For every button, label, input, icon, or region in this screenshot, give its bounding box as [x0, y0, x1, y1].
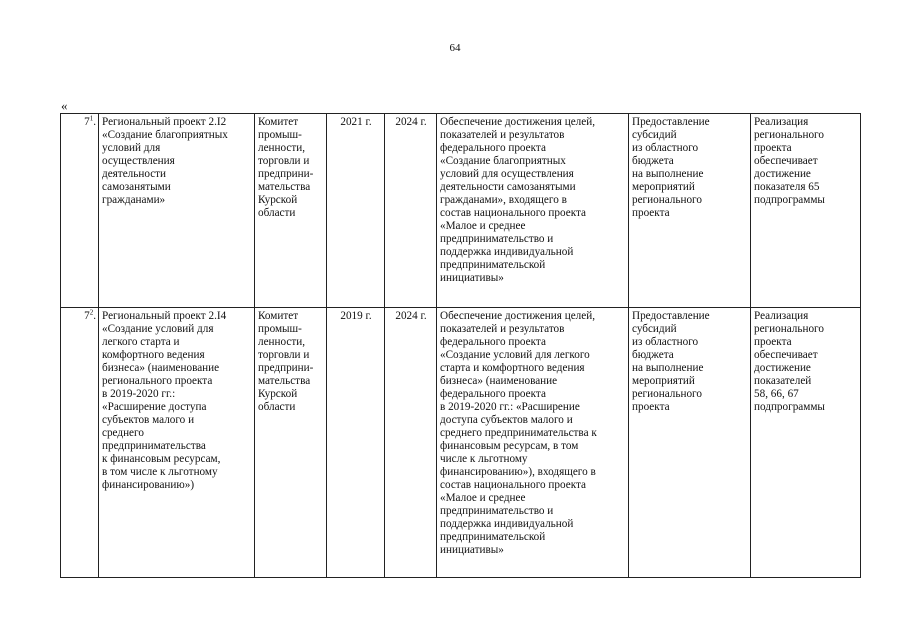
page-number: 64	[449, 42, 461, 54]
program-activities-table	[60, 113, 861, 578]
start-year-cell: 2019 г.	[327, 308, 385, 578]
project-name-cell: Региональный проект 2.I2 «Создание благоприятных условий для осуществления деятельности самозанятыми гражданами»	[99, 114, 255, 308]
row-number-superscript: 2	[89, 308, 94, 317]
row-number-superscript: 1	[89, 114, 94, 123]
start-year-cell: 2021 г.	[327, 114, 385, 308]
row-number-suffix: .	[93, 310, 96, 322]
indicator-link-cell: Реализация регионального проекта обеспечивает достижение показателей 58, 66, 67 подпрограммы	[751, 308, 861, 578]
row-number-cell	[61, 308, 99, 578]
expected-goal-cell: Обеспечение достижения целей, показателей и результатов федерального проекта «Создание условий для легкого старта и комфортного ведения бизнеса» (наименование федерального проекта в 2019-2020 гг.: «Расширение доступа субъектов малого и среднего предпринимательства к финансовым ресурсам, в том числе к льготному финансированию»), входящего в состав национального проекта «Малое и среднее предпринимательство и поддержка индивидуальной предпринимательской инициативы»	[437, 308, 629, 578]
project-name-cell: Региональный проект 2.I4 «Создание условий для легкого старта и комфортного ведения бизнеса» (наименование регионального проекта в 2019-2020 гг.: «Расширение доступа субъектов малого и среднего предпринимательства к финансовым ресурсам, в том числе к льготному финансированию»)	[99, 308, 255, 578]
responsible-executor-cell: Комитет промыш- ленности, торговли и предприни- мательства Курской области	[255, 308, 327, 578]
table-row	[61, 308, 861, 578]
table-row	[61, 114, 861, 308]
row-number: 7	[84, 310, 90, 322]
main-action-cell: Предоставление субсидий из областного бюджета на выполнение мероприятий регионального проекта	[629, 308, 751, 578]
row-number-suffix: .	[93, 116, 96, 128]
opening-quote-mark: «	[61, 98, 68, 113]
expected-goal-cell: Обеспечение достижения целей, показателей и результатов федерального проекта «Создание благоприятных условий для осуществления деятельности самозанятыми гражданами», входящего в состав национального проекта «Малое и среднее предпринимательство и поддержка индивидуальной предпринимательской инициативы»	[437, 114, 629, 308]
end-year-cell: 2024 г.	[385, 114, 437, 308]
end-year-cell: 2024 г.	[385, 308, 437, 578]
row-number: 7	[84, 116, 90, 128]
indicator-link-cell: Реализация регионального проекта обеспечивает достижение показателя 65 подпрограммы	[751, 114, 861, 308]
row-number-cell	[61, 114, 99, 308]
responsible-executor-cell: Комитет промыш- ленности, торговли и предприни- мательства Курской области	[255, 114, 327, 308]
main-action-cell: Предоставление субсидий из областного бюджета на выполнение мероприятий регионального проекта	[629, 114, 751, 308]
